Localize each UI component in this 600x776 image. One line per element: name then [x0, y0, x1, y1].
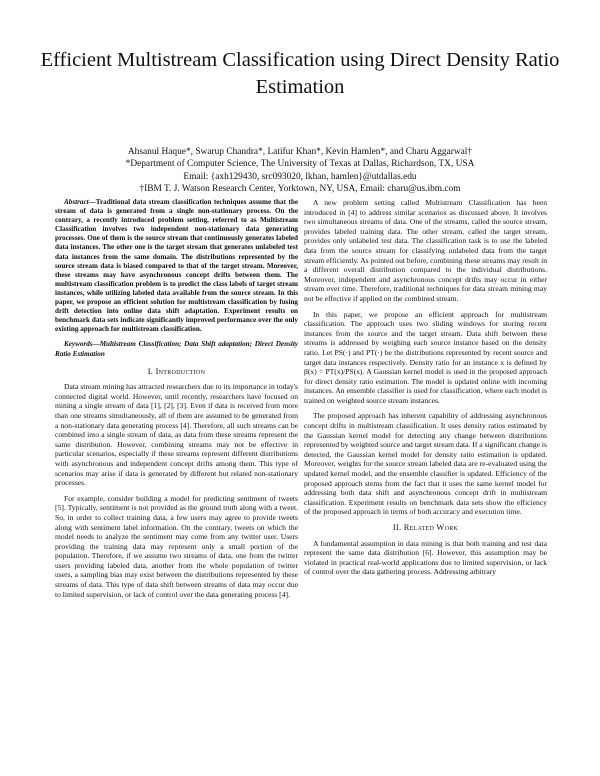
author-list: Ahsanul Haque*, Swarup Chandra*, Latifur Khan*, Kevin Hamlen*, and Charu Aggarwal† — [127, 147, 473, 157]
section-heading-introduction: I. Introduction — [147, 366, 206, 376]
paragraph: The proposed approach has inherent capability of addressing asynchronous concept drifts in multistream classification. It uses density ratios estimated by the Gaussian kernel model for detecting any change between distributions represented by weighted source and target stream data. If a significant change is detected, the Gaussian kernel model for density ratio estimation is updated. Moreover, weights for the source stream labeled data are re-evaluated using the updated kernel model, and the ensemble classifier is updated. Efficiency of the proposed approach stems from the fact that it uses the same kernel model for addressing both data shift and asynchronous concept drift in multistream classification. Experiment results on benchmark data sets show the efficiency of the proposed approach in terms of both accuracy and execution time. — [304, 411, 547, 517]
abstract-body: —Traditional data stream classification techniques assume that the stream of data is generated from a single non-stationary process. On the contrary, a recently introduced problem setting, referred to as Multistream Classification involves two independent non-stationary data generating processes. One of them is the source stream that continuously generates labeled data instances. The other one is the target stream that generates unlabeled test data instances from the same domain. The distributions represented by the source stream data is biased compared to that of the target stream. Moreover, these streams may have asynchronous concept drifts between them. The multistream classification problem is to predict the class labels of target stream instances, while utilizing labeled data available from the source stream. In this paper, we propose an efficient solution for multistream classification by fusing drift detection into online data shift adaptation. Experiment results on benchmark data sets indicate significantly improved performance over the only existing approach for multistream classification. — [55, 198, 298, 334]
paragraph: In this paper, we propose an efficient approach for multistream classification. The approach uses two sliding windows for storing recent instances from the source and the target stream. Data shift between these streams is addressed by weighing each source instance based on the density ratio. Let PS(·) and PT(·) be the distributions represented by recent source and target data instances respectively. Density ratio for an instance x is defined by β(x) = PT(x)/PS(x). A Gaussian kernel model is used in the proposed approach for direct density ratio estimation. The model is updated online with incoming instances. An ensemble classifier is used for classification, where each model is trained on weighted source stream instances. — [304, 309, 547, 405]
paragraph: Data stream mining has attracted researchers due to its importance in today's connected digital world. However, until recently, researchers have focused on mining a single stream of data [1], [2], [3]. Even if data is received from more than one streams simultaneously, all of them are assumed to be generated from a non-stationary data generating process [4]. Therefore, all such streams can be combined into a single stream of data, as data from these streams represent the same distribution. However, combining streams may not be effective in particular scenarios, especially if these streams represent different distributions with asynchronous and independent concept drifts among them. This type of scenarios may arise if data is generated by different but related non-stationary processes. — [55, 382, 298, 488]
abstract-label: Abstract — [64, 198, 89, 206]
affiliation-ibm: †IBM T. J. Watson Research Center, Yorktown, NY, USA, Email: charu@us.ibm.com — [139, 184, 461, 195]
abstract — [55, 198, 298, 334]
email-utd: Email: {axh129430, src093020, lkhan, hamlen}@utdallas.edu — [183, 171, 417, 182]
section-heading-related-work: II. Related Work — [392, 523, 459, 532]
paper-title: Efficient Multistream Classification using Direct Density Ratio Estimation — [40, 49, 560, 98]
right-column — [304, 198, 547, 583]
left-column — [55, 198, 298, 605]
paragraph: A fundamental assumption in data mining is that both training and test data represent the same data distribution [6]. However, this assumption may be violated in practical real-world applications due to limited supervision, or lack of control over the data gathering process. Addressing arbitrary — [304, 538, 547, 577]
author-block — [40, 146, 560, 196]
affiliation-utd: *Department of Computer Science, The University of Texas at Dallas, Richardson, TX, USA — [125, 159, 475, 170]
paragraph: A new problem setting called Multistream Classification has been introduced in [4] to address similar scenarios as discussed above. It involves two simultaneous streams of data. One of the streams, called the source stream, provides labeled training data. The other stream, called the target stream, provides only unlabeled test data. The classification task is to use the labeled data from the source stream for classifying unlabeled data from the target stream efficiently. As pointed out before, combining these streams may result in a different overall distribution compared to the individual distributions. Moreover, independent and asynchronous concept drifts may occur in either stream over time. Therefore, traditional techniques for data stream mining may not be effective if applied on the combined stream. — [304, 198, 547, 303]
paragraph: For example, consider building a model for predicting sentiment of tweets [5]. Typically, sentiment is not provided as the ground truth along with a tweet. So, in order to collect training data, a few users may agree to provide tweets along with sentiment label information. On the contrary, tweets on which the model needs to analyze the sentiment may come from any twitter user. Users providing the training data may represent only a small portion of the population. Therefore, if we assume two streams of data, one from the twitter users providing labeled data, another from the whole population of twitter users, a sampling bias may exist between the distributions represented by these streams of data. This type of data shift between streams of data may occur due to limited supervision, or lack of control over the data generating process [4]. — [55, 493, 298, 599]
keywords: Keywords—Multistream Classification; Data Shift adaptation; Direct Density Ratio Estimation — [55, 340, 298, 358]
